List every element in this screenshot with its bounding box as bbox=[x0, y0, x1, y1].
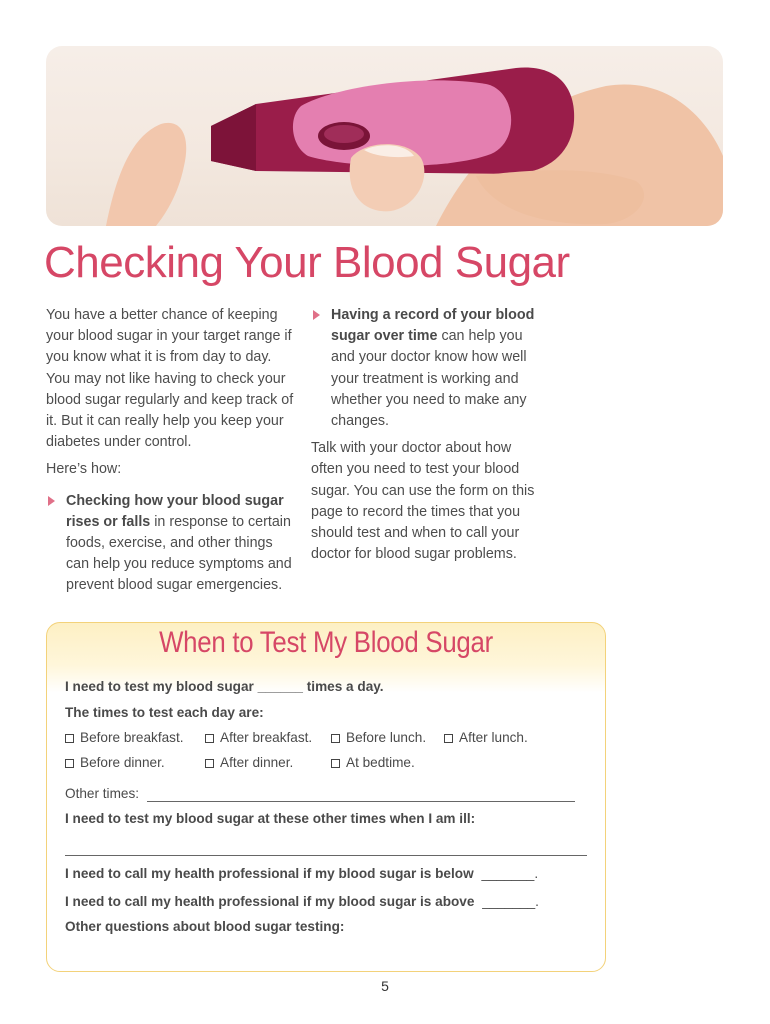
bullet-arrow-icon bbox=[48, 496, 55, 506]
bullet-checking-text: in response to certain foods, exercise, and other things can help you reduce symptoms and prevent blood sugar emergencies. bbox=[66, 513, 292, 594]
right-column bbox=[311, 305, 541, 565]
call-above-row bbox=[65, 894, 539, 909]
talk-paragraph: Talk with your doctor about how often you need to test your blood sugar. You can use the form on this page to record the times that you should test and when to call your doctor for blood sugar problems. bbox=[311, 440, 535, 563]
call-below-label: I need to call my health professional if my blood sugar is below bbox=[65, 866, 474, 881]
option-after-lunch[interactable]: After lunch. bbox=[444, 730, 528, 745]
times-a-day-suffix: times a day. bbox=[302, 679, 384, 694]
bullet-checking bbox=[46, 491, 298, 597]
blood-sugar-form bbox=[46, 622, 606, 972]
option-before-dinner[interactable]: Before dinner. bbox=[65, 755, 165, 770]
option-after-breakfast[interactable]: After breakfast. bbox=[205, 730, 312, 745]
option-before-breakfast[interactable]: Before breakfast. bbox=[65, 730, 184, 745]
form-title: When to Test My Blood Sugar bbox=[159, 626, 493, 659]
lancing-device-illustration bbox=[46, 46, 723, 226]
bullet-arrow-icon bbox=[313, 310, 320, 320]
checkbox-icon[interactable] bbox=[331, 734, 340, 743]
finger-shape bbox=[106, 123, 186, 226]
checkbox-icon[interactable] bbox=[65, 759, 74, 768]
other-times-line[interactable] bbox=[147, 801, 575, 802]
call-below-blank[interactable]: _______. bbox=[481, 866, 539, 881]
bullet-checking-bold: Checking how your blood sugar rises or falls bbox=[66, 492, 284, 530]
device-tip bbox=[211, 104, 256, 171]
option-before-lunch[interactable]: Before lunch. bbox=[331, 730, 426, 745]
checkbox-icon[interactable] bbox=[65, 734, 74, 743]
times-a-day-label: I need to test my blood sugar bbox=[65, 679, 258, 694]
call-below-row bbox=[65, 866, 538, 881]
call-above-label: I need to call my health professional if my blood sugar is above bbox=[65, 894, 475, 909]
page-title: Checking Your Blood Sugar bbox=[44, 238, 570, 287]
bullet-record bbox=[311, 305, 541, 432]
times-a-day-blank[interactable]: ______ bbox=[257, 679, 303, 694]
times-heading: The times to test each day are: bbox=[65, 705, 264, 720]
option-after-dinner[interactable]: After dinner. bbox=[205, 755, 293, 770]
questions-heading: Other questions about blood sugar testing: bbox=[65, 919, 345, 934]
checkbox-icon[interactable] bbox=[205, 759, 214, 768]
bullet-record-text: can help you and your doctor know how well your treatment is working and whether you need to make any changes. bbox=[331, 328, 527, 430]
call-above-blank[interactable]: _______. bbox=[482, 894, 539, 909]
heres-how-text: Here’s how: bbox=[46, 461, 122, 478]
times-a-day-row bbox=[65, 679, 384, 694]
checkbox-icon[interactable] bbox=[331, 759, 340, 768]
bullet-record-bold: Having a record of your blood sugar over time bbox=[331, 307, 535, 345]
option-at-bedtime[interactable]: At bedtime. bbox=[331, 755, 415, 770]
ill-times-line[interactable] bbox=[65, 855, 587, 856]
ill-heading: I need to test my blood sugar at these other times when I am ill: bbox=[65, 811, 476, 826]
other-times-label: Other times: bbox=[65, 786, 140, 801]
hero-photo bbox=[46, 46, 723, 226]
checkbox-icon[interactable] bbox=[444, 734, 453, 743]
page-number: 5 bbox=[381, 978, 389, 994]
intro-paragraph: You have a better chance of keeping your blood sugar in your target range if you know what it is from day to day. You may not like having to check your blood sugar regularly and keep track of it. But it can really help you keep your diabetes under control. bbox=[46, 307, 294, 451]
left-column bbox=[46, 305, 298, 597]
checkbox-icon[interactable] bbox=[205, 734, 214, 743]
